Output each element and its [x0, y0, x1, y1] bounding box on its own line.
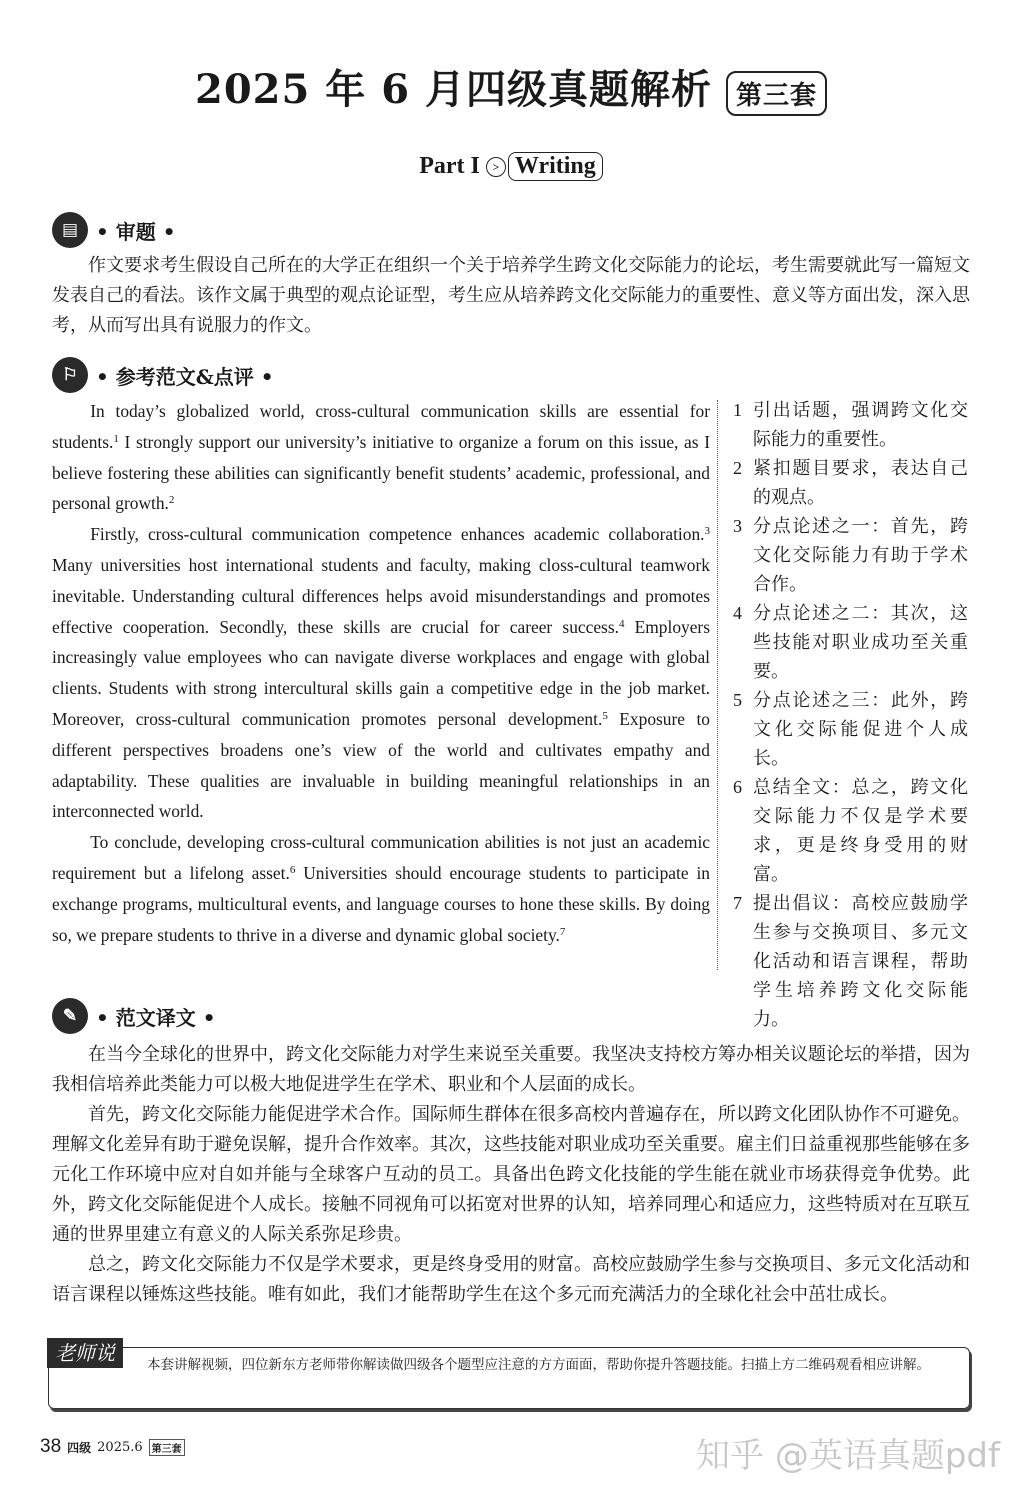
- review-heading-text: • 审题 •: [96, 219, 176, 244]
- sample-heading: [52, 357, 274, 393]
- footer: [40, 1436, 185, 1458]
- note-number: 3: [733, 516, 742, 536]
- note-text: 分点论述之二：其次，这些技能对职业成功至关重要。: [753, 603, 968, 682]
- note-item: [733, 454, 968, 512]
- note-marker: 5: [602, 709, 608, 722]
- footer-badge: 第三套: [149, 1439, 185, 1456]
- translation-paragraph: 在当今全球化的世界中，跨文化交际能力对学生来说至关重要。我坚决支持校方筹办相关议题论坛的举措，因为我相信培养此类能力可以极大地促进学生在学术、职业和个人层面的成长。: [52, 1044, 970, 1095]
- flag-icon: ⚐: [52, 357, 88, 393]
- essay-sentence: In today’s globalized world, cross-cultural communication skills are essential for students.: [52, 401, 710, 452]
- review-heading: [52, 212, 176, 248]
- arrow-icon: >: [486, 157, 506, 177]
- note-marker: 7: [559, 925, 566, 938]
- title-text: 2025 年 6 月四级真题解析: [195, 66, 712, 113]
- note-number: 5: [733, 690, 742, 710]
- note-text: 提出倡议：高校应鼓励学生参与交换项目、多元文化活动和语言课程，帮助学生培养跨文化交际能力。: [753, 893, 968, 1030]
- divider: [717, 400, 718, 970]
- note-marker: 2: [168, 494, 175, 507]
- note-number: 6: [733, 777, 742, 797]
- commentary-notes: [733, 396, 968, 1034]
- sample-heading-text: • 参考范文&点评 •: [96, 364, 274, 389]
- note-item: [733, 773, 968, 889]
- note-item: [733, 599, 968, 686]
- teacher-tag: 老师说: [47, 1338, 123, 1368]
- note-item: [733, 512, 968, 599]
- note-item: [733, 396, 968, 454]
- note-number: 7: [733, 893, 742, 913]
- essay-sentence: Employers increasingly value employees who can navigate diverse workplaces and engage with global clients. Students with strong intercultural skills gain a competitive edge in the job market. Moreover, cross-cultural communication promotes personal development.: [52, 616, 710, 729]
- note-number: 4: [733, 603, 742, 623]
- sample-essay: [52, 396, 710, 950]
- section-label: Writing: [508, 152, 603, 181]
- note-marker: 1: [113, 432, 119, 445]
- watermark: 知乎 @英语真题pdf: [696, 1436, 1000, 1476]
- note-text: 总结全文：总之，跨文化交际能力不仅是学术要求，更是终身受用的财富。: [753, 777, 968, 885]
- note-number: 2: [733, 458, 742, 478]
- review-paragraph: 作文要求考生假设自己所在的大学正在组织一个关于培养学生跨文化交际能力的论坛，考生需要就此写一篇短文发表自己的看法。该作文属于典型的观点论证型，考生应从培养跨文化交际能力的重要性、意义等方面出发，深入思考，从而写出具有说服力的作文。: [52, 255, 970, 336]
- translation-heading-text: • 范文译文 •: [96, 1005, 216, 1030]
- essay-paragraph: [52, 519, 710, 827]
- essay-sentence: I strongly support our university’s initiative to organize a forum on this issue, as I believe fostering these abilities can significantly benefit students’ academic, professional, and personal growth.: [52, 431, 710, 514]
- page-title: [0, 58, 1022, 116]
- note-item: [733, 686, 968, 773]
- note-text: 分点论述之三：此外，跨文化交际能促进个人成长。: [753, 690, 968, 769]
- review-text: [52, 251, 970, 341]
- footer-label: 四级: [67, 1440, 92, 1455]
- essay-sentence: Many universities host international students and faculty, making closs-cultural teamwork inevitable. Understanding cultural differences helps avoid misunderstandings and promotes effective cooperation. Secondly, these skills are crucial for career success.: [52, 554, 710, 637]
- essay-paragraph: [52, 396, 710, 519]
- note-item: [733, 889, 968, 1034]
- translation-paragraph: 首先，跨文化交际能力能促进学术合作。国际师生群体在很多高校内普遍存在，所以跨文化团队协作不可避免。理解文化差异有助于避免误解，提升合作效率。其次，这些技能对职业成功至关重要。雇主们日益重视那些能够在多元化工作环境中应对自如并能与全球客户互动的员工。具备出色跨文化技能的学生能在就业市场获得竞争优势。此外，跨文化交际能促进个人成长。接触不同视角可以拓宽对世界的认知，培养同理心和适应力，这些特质对在互联互通的世界里建立有意义的人际关系弥足珍贵。: [52, 1104, 970, 1245]
- note-text: 分点论述之一：首先，跨文化交际能力有助于学术合作。: [753, 516, 968, 595]
- note-number: 1: [733, 400, 742, 420]
- translation-text: [52, 1040, 970, 1310]
- translation-heading: [52, 998, 216, 1034]
- pen-icon: ✎: [52, 998, 88, 1034]
- note-marker: 4: [618, 617, 625, 630]
- essay-sentence: Universities should encourage students to participate in exchange programs, multicultural events, and language courses to hone these skills. By doing so, we prepare students to thrive in a diverse and dynamic global society.: [52, 862, 711, 945]
- teacher-says-box: [48, 1341, 970, 1409]
- note-marker: 6: [289, 863, 296, 876]
- translation-paragraph: 总之，跨文化交际能力不仅是学术要求，更是终身受用的财富。高校应鼓励学生参与交换项目、多元文化活动和语言课程以锤炼这些技能。唯有如此，我们才能帮助学生在这个多元而充满活力的全球化社会中茁壮成长。: [52, 1254, 970, 1305]
- note-marker: 3: [704, 525, 710, 538]
- part-label: Part I: [419, 153, 480, 179]
- part-heading: [0, 152, 1022, 181]
- page-number: 38: [40, 1436, 62, 1457]
- document-icon: ▤: [52, 212, 88, 248]
- essay-sentence: To conclude, developing cross-cultural communication abilities is not just an academic requirement but a lifelong asset.: [52, 832, 710, 883]
- set-badge: 第三套: [726, 71, 827, 116]
- footer-date: 2025.6: [97, 1439, 143, 1455]
- note-text: 紧扣题目要求，表达自己的观点。: [753, 458, 968, 508]
- teacher-text: 本套讲解视频，四位新东方老师带你解读做四级各个题型应注意的方方面面，帮助你提升答题技能。扫描上方二维码观看相应讲解。: [147, 1357, 930, 1373]
- essay-sentence: Firstly, cross-cultural communication competence enhances academic collaboration.: [90, 524, 705, 545]
- essay-sentence: Exposure to different perspectives broadens one’s view of the world and cultivates empathy and adaptability. These qualities are invaluable in building meaningful relationships in an interconnected world.: [52, 708, 710, 822]
- note-text: 引出话题，强调跨文化交际能力的重要性。: [753, 400, 968, 450]
- essay-paragraph: [52, 827, 710, 950]
